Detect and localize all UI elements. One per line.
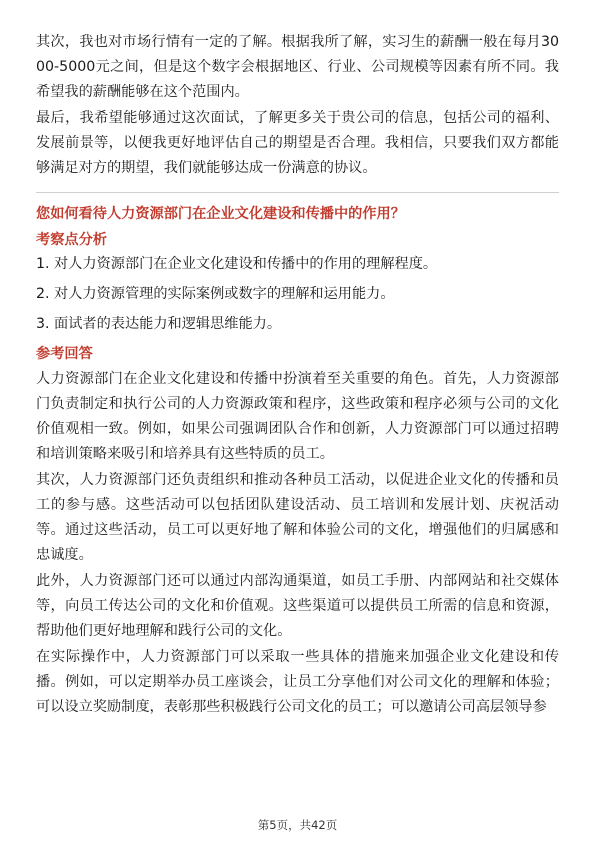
analysis-item: 3. 面试者的表达能力和逻辑思维能力。 (36, 316, 282, 332)
document-page (36, 30, 559, 720)
intro-paragraph: 最后，我希望能够通过这次面试，了解更多关于贵公司的信息，包括公司的福利、发展前景等，以便我更好地评估自己的期望是否合理。我相信，只要我们双方都能够满足对方的期望，我们就能够达成一份满意的协议。 (36, 110, 559, 176)
answer-paragraph: 在实际操作中，人力资源部门可以采取一些具体的措施来加强企业文化建设和传播。例如，可以定期举办员工座谈会，让员工分享他们对公司文化的理解和体验；可以设立奖励制度，表彰那些积极践行公司文化的员工；可以邀请公司高层领导参 (36, 649, 559, 715)
section-divider (36, 192, 559, 193)
analysis-list (36, 253, 559, 335)
analysis-title: 考察点分析 (36, 232, 107, 248)
page-number: 第5页，共42页 (257, 818, 338, 832)
answer-section (36, 343, 559, 720)
answer-title: 参考回答 (36, 346, 93, 362)
question-heading: 您如何看待人力资源部门在企业文化建设和传播中的作用？ (36, 206, 405, 222)
answer-paragraph: 人力资源部门在企业文化建设和传播中扮演着至关重要的角色。首先，人力资源部门负责制定和执行公司的人力资源政策和程序，这些政策和程序必须与公司的文化价值观相一致。例如，如果公司强调团队合作和创新，人力资源部门可以通过招聘和培训策略来吸引和培养具有这些特质的员工。 (36, 371, 559, 462)
answer-paragraph: 此外，人力资源部门还可以通过内部沟通渠道，如员工手册、内部网站和社交媒体等，向员工传达公司的文化和价值观。这些渠道可以提供员工所需的信息和资源，帮助他们更好地理解和践行公司的文化。 (36, 573, 559, 639)
answer-paragraph: 其次，人力资源部门还负责组织和推动各种员工活动，以促进企业文化的传播和员工的参与感。这些活动可以包括团队建设活动、员工培训和发展计划、庆祝活动等。通过这些活动，员工可以更好地了解和体验公司的文化，增强他们的归属感和忠诚度。 (36, 472, 559, 563)
analysis-item: 2. 对人力资源管理的实际案例或数字的理解和运用能力。 (36, 286, 395, 302)
analysis-item: 1. 对人力资源部门在企业文化建设和传播中的作用的理解程度。 (36, 256, 438, 272)
intro-paragraph: 其次，我也对市场行情有一定的了解。根据我所了解，实习生的薪酬一般在每月3000-5000元之间，但是这个数字会根据地区、行业、公司规模等因素有所不同。我希望我的薪酬能够在这个范围内。 (36, 34, 559, 100)
